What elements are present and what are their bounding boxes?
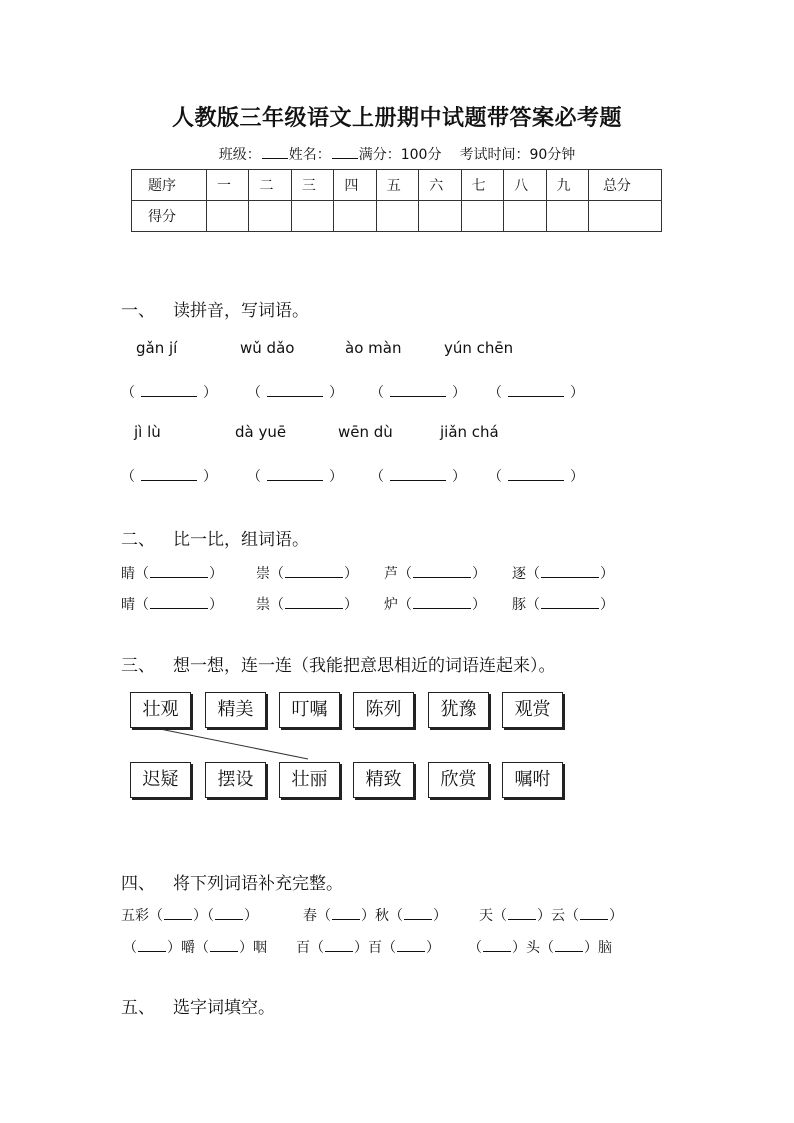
answer-blank[interactable]: （ ） (370, 385, 466, 401)
name-label: 姓名： (288, 147, 331, 163)
pinyin-item: ào màn (345, 339, 402, 357)
table-cell: 九 (546, 170, 588, 201)
complete-item[interactable]: （ ）头（ ）脑 (468, 940, 612, 956)
compare-item[interactable]: 睛（ ） (121, 566, 223, 582)
match-word-top[interactable]: 观赏 (502, 692, 563, 728)
table-cell: 二 (249, 170, 291, 201)
section-5-heading (121, 993, 275, 1018)
pinyin-item: jì lù (134, 423, 161, 441)
section-title: 选字词填空。 (173, 998, 275, 1018)
compare-item[interactable]: 祟（ ） (256, 597, 358, 613)
answer-blank[interactable]: （ ） (121, 385, 217, 401)
match-word-bottom[interactable]: 壮丽 (279, 762, 340, 798)
answer-blank[interactable]: （ ） (247, 385, 343, 401)
section-number: 四、 (121, 874, 155, 894)
section-4-heading (121, 869, 343, 894)
pinyin-item: gǎn jí (136, 339, 178, 357)
table-cell: 四 (334, 170, 376, 201)
section-title: 想一想，连一连（我能把意思相近的词语连起来）。 (173, 656, 556, 676)
table-cell: 三 (291, 170, 333, 201)
full-score: 满分：100分 (358, 147, 442, 163)
match-word-bottom[interactable]: 嘱咐 (502, 762, 563, 798)
compare-item[interactable]: 豚（ ） (512, 597, 614, 613)
section-title: 将下列词语补充完整。 (173, 874, 343, 894)
compare-item[interactable]: 逐（ ） (512, 566, 614, 582)
pinyin-item: wēn dù (338, 423, 393, 441)
class-label: 班级： (218, 147, 261, 163)
answer-blank[interactable]: （ ） (488, 385, 584, 401)
complete-item[interactable]: 百（ ）百（ ） (296, 940, 440, 956)
match-word-top[interactable]: 壮观 (130, 692, 191, 728)
complete-item[interactable]: （ ）嚼（ ）咽 (123, 940, 267, 956)
compare-item[interactable]: 崇（ ） (256, 566, 358, 582)
exam-time: 考试时间：90分钟 (459, 147, 576, 163)
page-title: 人教版三年级语文上册期中试题带答案必考题 (171, 105, 622, 131)
complete-item[interactable]: 五彩（ ）（ ） (121, 908, 258, 924)
match-word-top[interactable]: 精美 (205, 692, 266, 728)
answer-blank[interactable]: （ ） (121, 469, 217, 485)
section-number: 三、 (121, 656, 155, 676)
table-cell: 题序 (132, 170, 207, 201)
match-word-top[interactable]: 犹豫 (428, 692, 489, 728)
section-title: 读拼音，写词语。 (173, 301, 309, 321)
table-cell: 得分 (132, 201, 207, 232)
answer-blank[interactable]: （ ） (488, 469, 584, 485)
pinyin-item: jiǎn chá (440, 423, 499, 441)
pinyin-item: dà yuē (235, 423, 287, 441)
answer-blank[interactable]: （ ） (247, 469, 343, 485)
section-number: 五、 (121, 998, 155, 1018)
section-title: 比一比，组词语。 (173, 530, 309, 550)
table-cell: 七 (461, 170, 503, 201)
table-cell: 总分 (588, 170, 661, 201)
pinyin-item: yún chēn (444, 339, 514, 357)
complete-item[interactable]: 天（ ）云（ ） (479, 908, 623, 924)
match-word-top[interactable]: 叮嘱 (279, 692, 340, 728)
table-cell: 六 (419, 170, 461, 201)
compare-item[interactable]: 晴（ ） (121, 597, 223, 613)
match-word-bottom[interactable]: 摆设 (205, 762, 266, 798)
match-word-bottom[interactable]: 迟疑 (130, 762, 191, 798)
pinyin-item: wǔ dǎo (240, 339, 295, 357)
compare-item[interactable]: 炉（ ） (384, 597, 486, 613)
table-cell: 八 (504, 170, 546, 201)
section-number: 二、 (121, 530, 155, 550)
table-cell: 五 (376, 170, 418, 201)
complete-item[interactable]: 春（ ）秋（ ） (303, 908, 447, 924)
match-connector-line (160, 729, 308, 759)
answer-blank[interactable]: （ ） (370, 469, 466, 485)
section-number: 一、 (121, 301, 155, 321)
table-cell: 一 (207, 170, 249, 201)
compare-item[interactable]: 芦（ ） (384, 566, 486, 582)
match-word-top[interactable]: 陈列 (353, 692, 414, 728)
match-word-bottom[interactable]: 欣赏 (428, 762, 489, 798)
match-word-bottom[interactable]: 精致 (353, 762, 414, 798)
